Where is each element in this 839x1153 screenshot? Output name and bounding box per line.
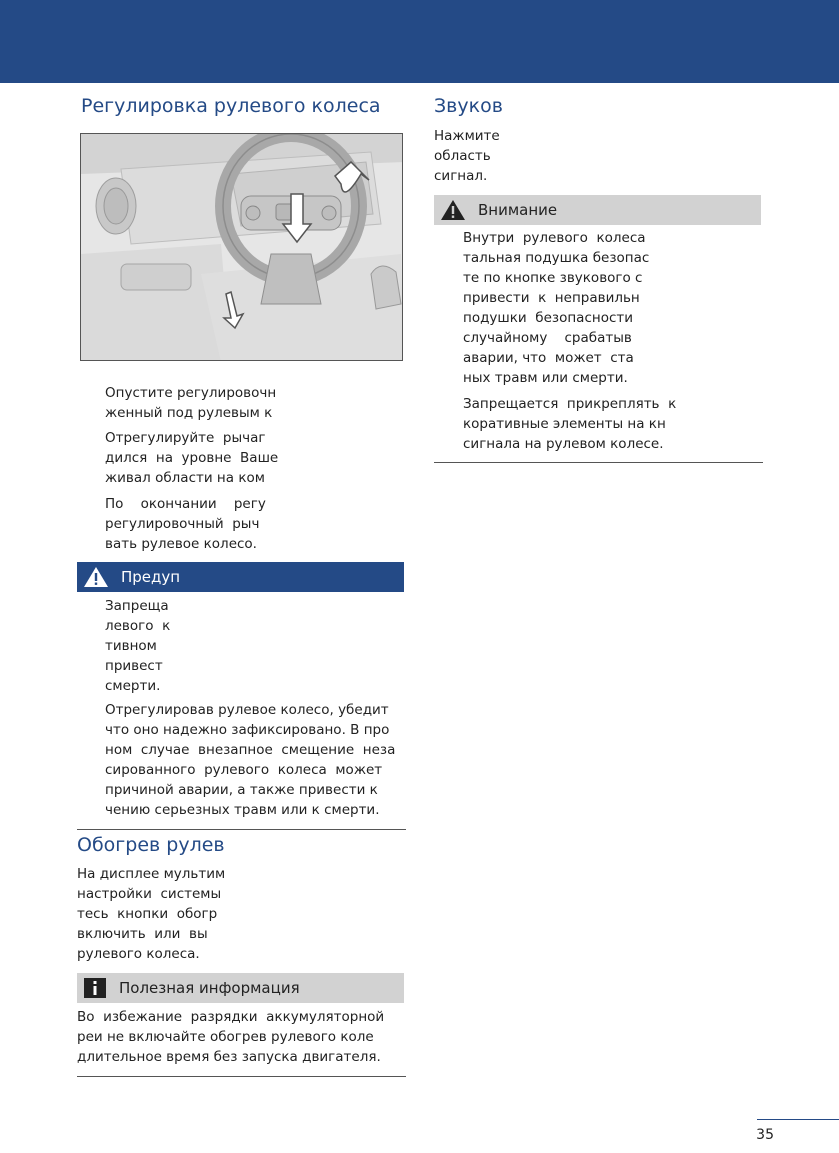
section-title-steering-adjustment: Регулировка рулевого колеса — [81, 95, 381, 117]
attention-label: Внимание — [478, 201, 558, 219]
step-2-text: Отрегулируйте рычаг дился на уровне Ваше живал области на ком — [105, 430, 279, 486]
page-number-rule — [757, 1119, 839, 1120]
section-title-heated-steering: Обогрев рулев — [77, 834, 225, 856]
info-label: Полезная информация — [119, 979, 300, 997]
divider — [77, 1076, 406, 1077]
divider — [77, 829, 406, 830]
info-text: Во избежание разрядки аккумуляторной реи не включайте обогрев рулевого коле длительное время без запуска двигателя. — [77, 1009, 385, 1065]
heating-text: На дисплее мультим настройки системы тесь кнопки обогр включить или вы рулевого колеса. — [77, 866, 226, 962]
section-title-horn: Звуков — [434, 95, 503, 117]
warning-header — [77, 562, 404, 592]
info-header — [77, 973, 404, 1003]
horn-text: Нажмите область сигнал. — [434, 128, 500, 184]
info-icon — [83, 977, 107, 999]
warning-text-1: Запреща левого к тивном привест смерти. — [105, 598, 171, 694]
step-3-text: По окончании регу регулировочный рыч вать рулевое колесо. — [105, 496, 266, 552]
page-number: 35 — [756, 1127, 774, 1143]
divider — [434, 462, 763, 463]
steering-wheel-illustration — [80, 133, 403, 361]
attention-text-2: Запрещается прикреплять к коративные элементы на кн сигнала на рулевом колесе. — [463, 396, 677, 452]
header-bar — [0, 0, 839, 83]
warning-text-2: Отрегулировав рулевое колесо, убедит что оно надежно зафиксировано. В про ном случае внезапное смещение неза сированного рулевого колеса может причиной аварии, а также привести к чению серьезных травм или к смерти. — [105, 702, 396, 818]
warning-triangle-icon — [440, 199, 466, 221]
attention-header — [434, 195, 761, 225]
attention-text-1: Внутри рулевого колеса тальная подушка безопас те по кнопке звукового с привести к неправильн подушки безопасности случайному срабатыв аварии, что может ста ных травм или смерти. — [463, 230, 650, 386]
step-1-text: Опустите регулировочн женный под рулевым к — [105, 385, 277, 421]
warning-triangle-icon — [83, 566, 109, 588]
warning-label: Предуп — [121, 568, 181, 586]
